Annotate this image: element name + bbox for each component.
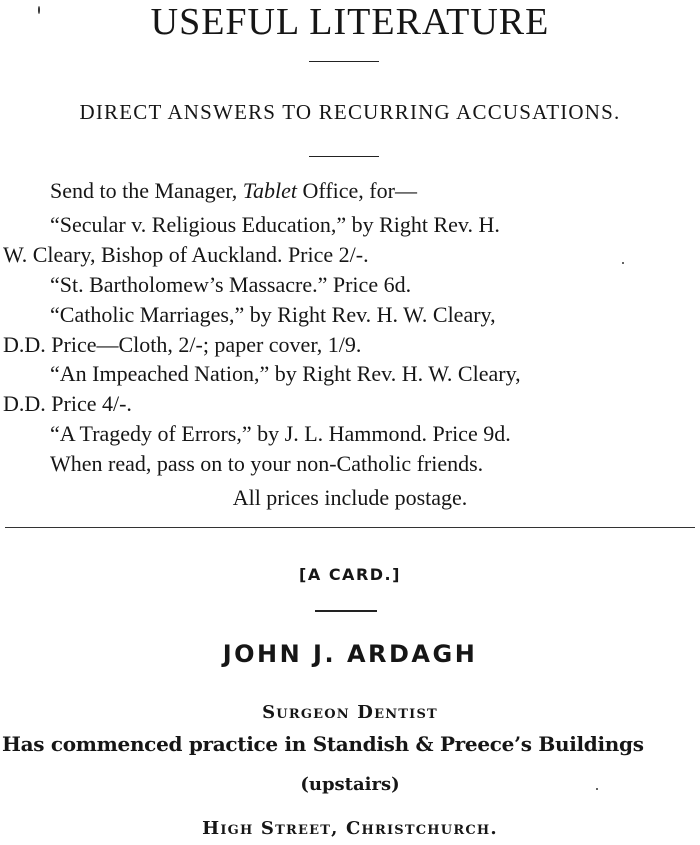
print-speck (622, 262, 624, 264)
subtitle: DIRECT ANSWERS TO RECURRING ACCUSATIONS. (79, 100, 621, 124)
address: High Street, Christchurch. (202, 818, 498, 839)
postage-note: All prices include postage. (232, 485, 468, 510)
print-speck (38, 6, 40, 14)
print-speck (596, 788, 598, 790)
section-divider (5, 527, 695, 528)
body-line: “An Impeached Nation,” by Right Rev. H. W. Cleary, (50, 361, 521, 386)
intro-prefix: Send to the Manager, (50, 178, 243, 203)
body-line: When read, pass on to your non-Catholic friends. (50, 451, 484, 476)
upstairs-note: (upstairs) (300, 774, 400, 795)
subtitle-rule (309, 156, 379, 157)
card-rule (315, 610, 377, 612)
dentist-name: JOHN J. ARDAGH (222, 640, 478, 668)
body-line: D.D. Price—Cloth, 2/-; paper cover, 1/9. (3, 332, 362, 357)
title-rule (309, 61, 379, 62)
body-line: W. Cleary, Bishop of Auckland. Price 2/-. (3, 242, 369, 267)
intro-line (50, 178, 417, 204)
tablet-name: Tablet (242, 178, 298, 203)
card-label: [A CARD.] (299, 565, 401, 584)
profession: Surgeon Dentist (262, 702, 438, 723)
page-title: USEFUL LITERATURE (150, 1, 550, 43)
body-line: D.D. Price 4/-. (3, 391, 132, 416)
practice-line: Has commenced practice in Standish & Preece’s Buildings (2, 732, 644, 756)
body-line: “St. Bartholomew’s Massacre.” Price 6d. (50, 272, 412, 297)
body-line: “Catholic Marriages,” by Right Rev. H. W. Cleary, (50, 302, 496, 327)
body-line: “A Tragedy of Errors,” by J. L. Hammond. Price 9d. (50, 421, 511, 446)
body-line: “Secular v. Religious Education,” by Right Rev. H. (50, 212, 500, 237)
intro-suffix: Office, for— (297, 178, 417, 203)
